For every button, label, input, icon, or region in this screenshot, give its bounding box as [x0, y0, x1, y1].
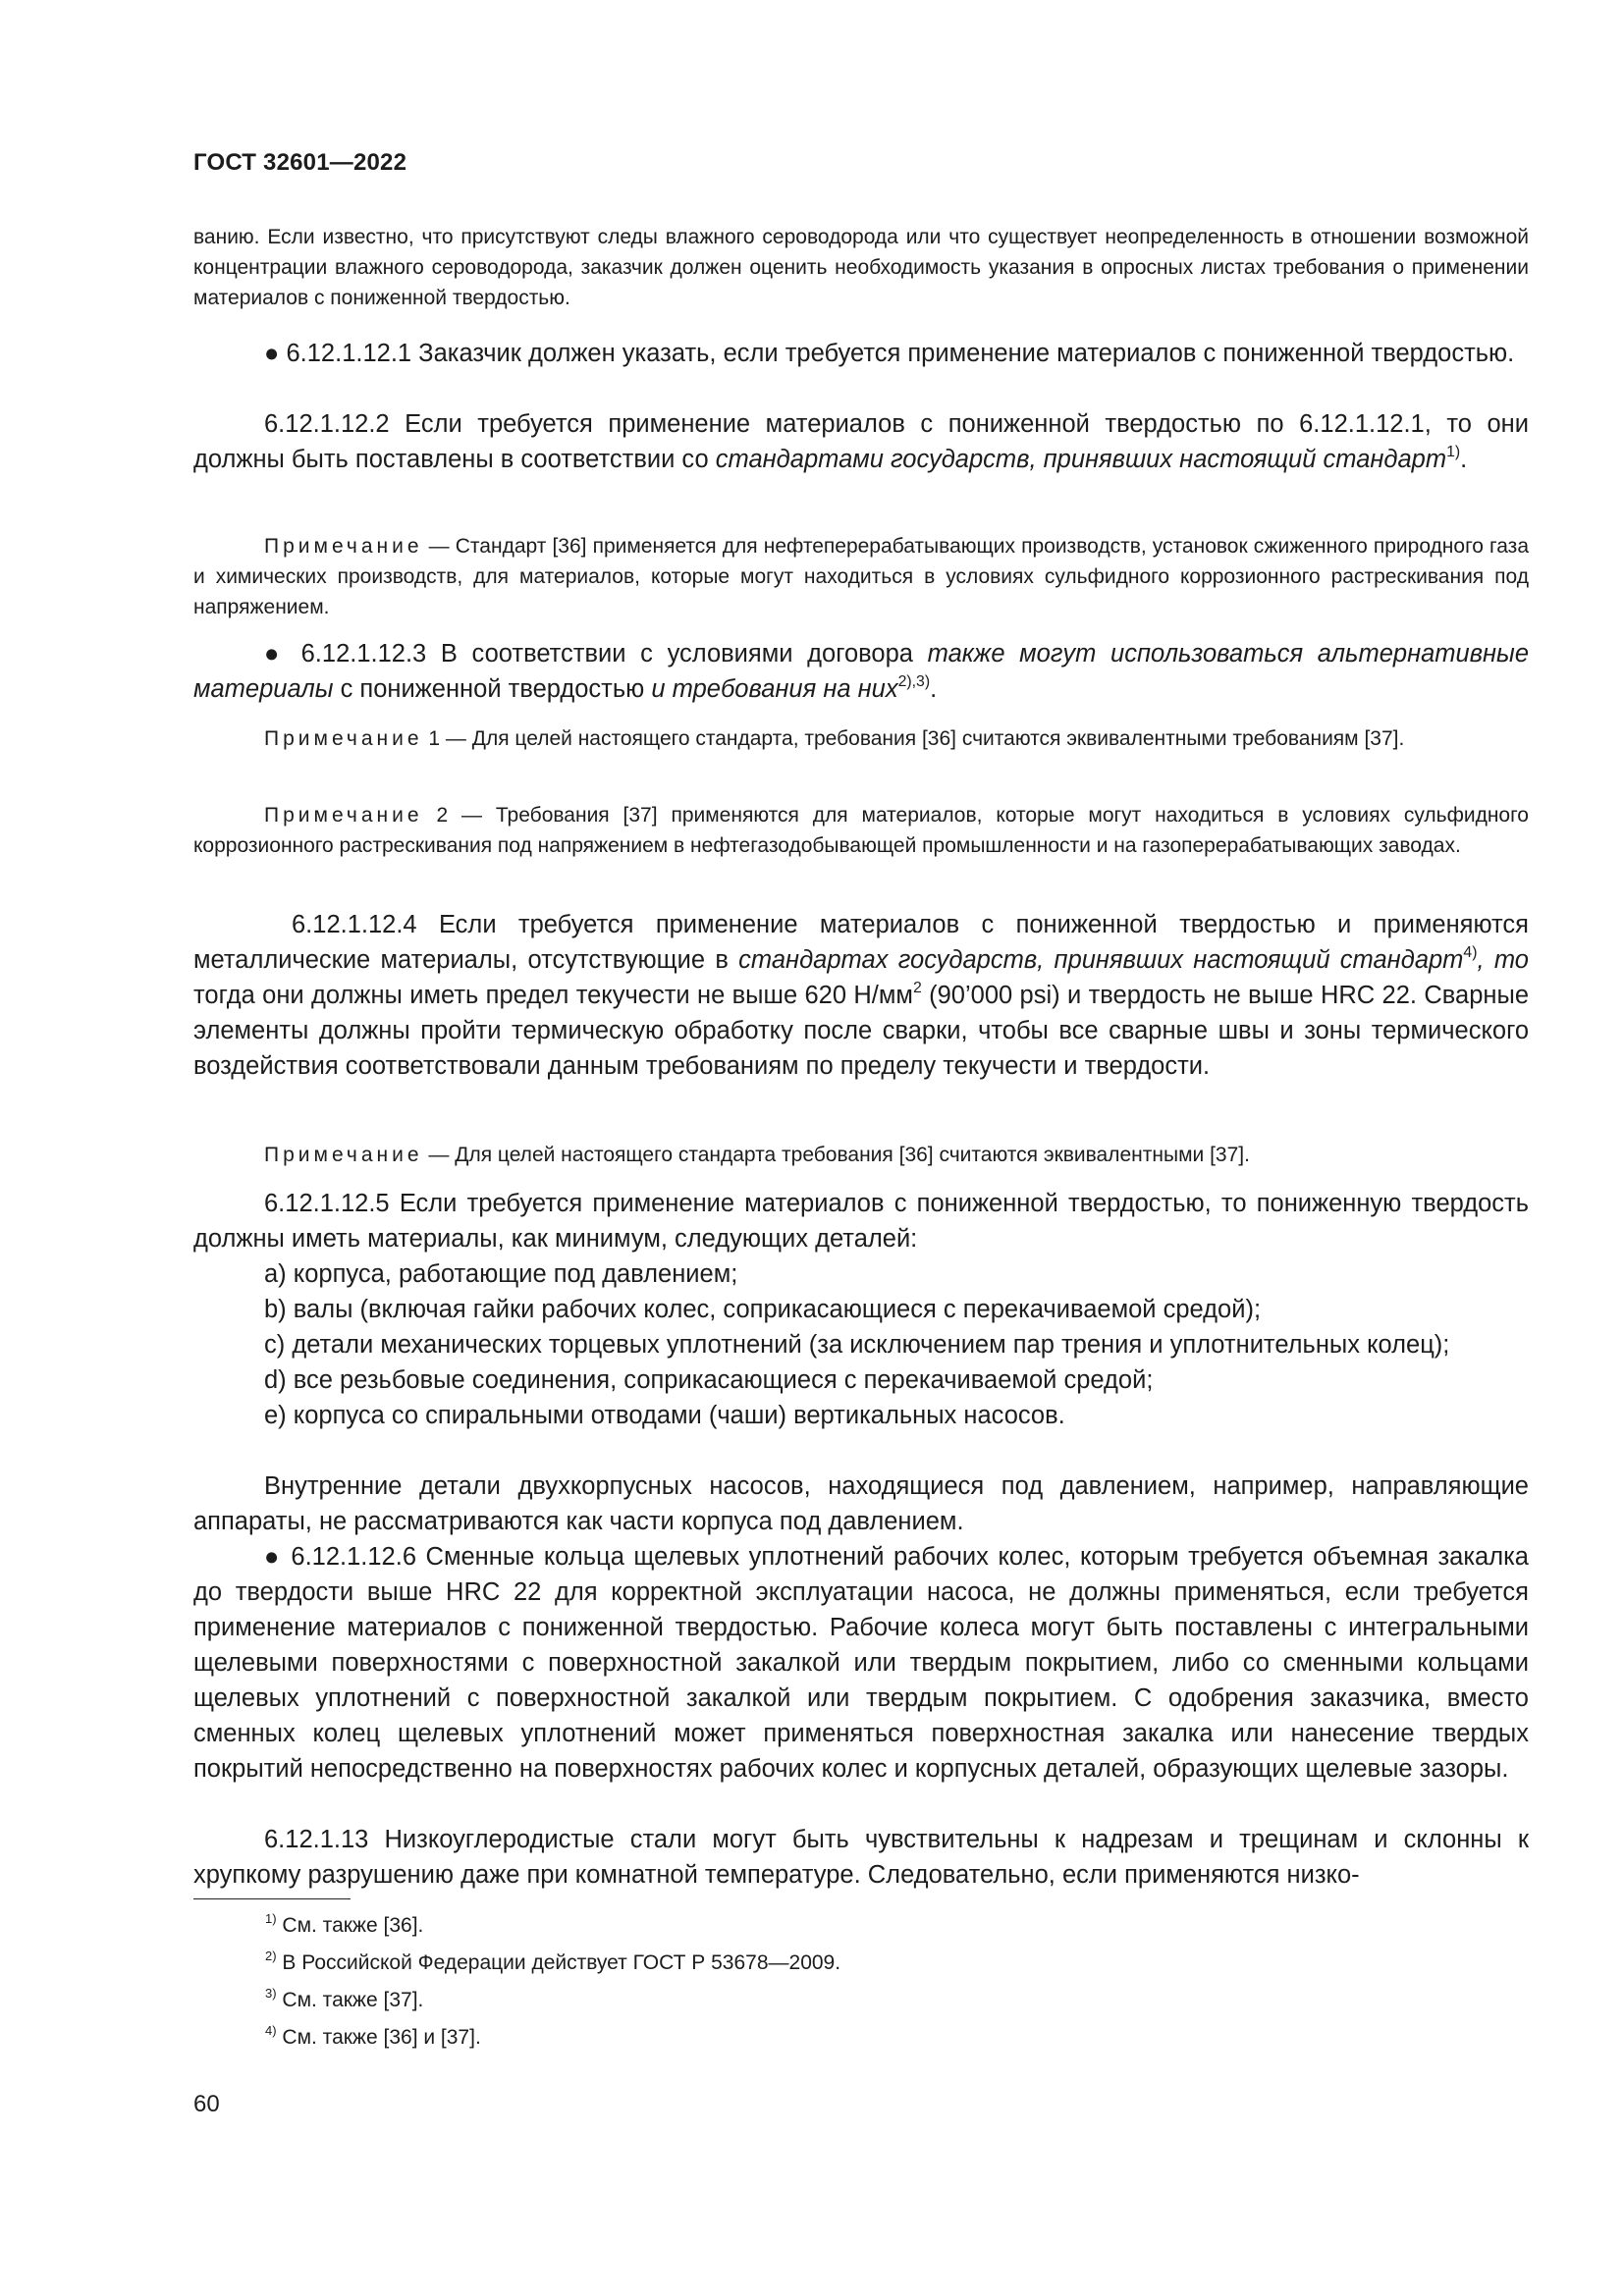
- document-header: ГОСТ 32601—2022: [193, 149, 407, 176]
- note-3: Примечание 2 — Требования [37] применяются для материалов, которые могут находиться в условиях сульфидного коррозионного растрескивания под напряжением в нефтегазодобывающей промышленности и на газоперерабатывающих заводах.: [193, 804, 1529, 857]
- list-item: c) детали механических торцевых уплотнений (за исключением пар трения и уплотнительных колец);: [264, 1331, 1450, 1359]
- page-number: 60: [193, 2091, 220, 2117]
- note-2: Примечание 1 — Для целей настоящего стандарта, требования [36] считаются эквивалентными требованиям [37].: [264, 727, 1405, 750]
- list-item: a) корпуса, работающие под давлением;: [264, 1260, 738, 1288]
- clause-6-12-1-12-3: ● 6.12.1.12.3 В соответствии с условиями договора также могут использоваться альтернативные материалы с пониженной твердостью и требования на них$^{2),3)}$.: [193, 640, 1529, 703]
- note-1: Примечание — Стандарт [36] применяется для нефтеперерабатывающих производств, установок сжиженного природного газа и химических производств, для материалов, которые могут находиться в условиях сульфидного коррозионного растрескивания под напряжением.: [193, 535, 1529, 618]
- clause-6-12-1-12-5: 6.12.1.12.5 Если требуется применение материалов с пониженной твердостью, то пониженную твердость должны иметь материалы, как минимум, следующих деталей:: [193, 1190, 1529, 1253]
- footnote: $^{4)}$ См. также [36] и [37].: [265, 2022, 481, 2049]
- note-label: Примечание: [264, 1144, 423, 1166]
- note-label: Примечание: [264, 804, 423, 827]
- footnote-ref: 4): [1463, 943, 1478, 961]
- clause-6-12-1-12-1: ● 6.12.1.12.1 Заказчик должен указать, если требуется применение материалов с пониженной твердостью.: [264, 340, 1515, 367]
- paragraph-internal-parts: Внутренние детали двухкорпусных насосов, находящиеся под давлением, например, направляющие аппараты, не рассматриваются как части корпуса под давлением.: [193, 1472, 1529, 1535]
- footnote: $^{2)}$ В Российской Федерации действует ГОСТ Р 53678—2009.: [265, 1948, 841, 1974]
- parts-list: [193, 1256, 1529, 1433]
- note-label: Примечание: [264, 535, 423, 558]
- note-label: Примечание: [264, 727, 423, 750]
- clause-6-12-1-12-4: 6.12.1.12.4 Если требуется применение материалов с пониженной твердостью и применяются металлические материалы, отсутствующие в стандартах государств, принявших настоящий стандарт$^{4)}$, то тогда они должны иметь предел текучести не выше 620 $Н/мм^2$ (90’000 psi) и твердость не выше HRC 22. Сварные элементы должны пройти термическую обработку после сварки, чтобы все сварные швы и зоны термического воздействия соответствовали данным требованиям по пределу текучести и твердости.: [193, 911, 1529, 1080]
- footnote: $^{3)}$ См. также [37].: [265, 1985, 424, 2011]
- paragraph-continuation: ванию. Если известно, что присутствуют следы влажного сероводорода или что существует неопределенность в отношении возможной концентрации влажного сероводорода, заказчик должен оценить необходимость указания в опросных листах требования о применении материалов с пониженной твердостью.: [193, 226, 1529, 309]
- clause-6-12-1-13: 6.12.1.13 Низкоуглеродистые стали могут быть чувствительны к надрезам и трещинам и склонны к хрупкому разрушению даже при комнатной температуре. Следовательно, если применяются низко-: [193, 1826, 1529, 1889]
- footnote-ref: 2),3): [897, 672, 931, 690]
- footnote-separator: [193, 1898, 351, 1899]
- list-item: d) все резьбовые соединения, соприкасающиеся с перекачиваемой средой;: [264, 1366, 1154, 1394]
- footnote-ref: 1): [1446, 443, 1461, 460]
- list-item: e) корпуса со спиральными отводами (чаши) вертикальных насосов.: [264, 1402, 1065, 1429]
- note-4: Примечание — Для целей настоящего стандарта требования [36] считаются эквивалентными [37].: [264, 1144, 1250, 1166]
- clause-6-12-1-12-2: 6.12.1.12.2 Если требуется применение материалов с пониженной твердостью по 6.12.1.12.1, то они должны быть поставлены в соответствии со стандартами государств, принявших настоящий стандарт$^{1)}$.: [193, 410, 1529, 473]
- list-item: b) валы (включая гайки рабочих колес, соприкасающиеся с перекачиваемой средой);: [264, 1296, 1262, 1323]
- clause-6-12-1-12-6: ● 6.12.1.12.6 Сменные кольца щелевых уплотнений рабочих колес, которым требуется объемная закалка до твердости выше HRC 22 для корректной эксплуатации насоса, не должны применяться, если требуется применение материалов с пониженной твердостью. Рабочие колеса могут быть поставлены с интегральными щелевыми поверхностями с поверхностной закалкой или твердым покрытием, либо со сменными кольцами щелевых уплотнений с поверхностной закалкой или твердым покрытием. С одобрения заказчика, вместо сменных колец щелевых уплотнений может применяться поверхностная закалка или нанесение твердых покрытий непосредственно на поверхностях рабочих колес и корпусных деталей, образующих щелевые зазоры.: [193, 1543, 1529, 1783]
- footnote: $^{1)}$ См. также [36].: [265, 1910, 424, 1937]
